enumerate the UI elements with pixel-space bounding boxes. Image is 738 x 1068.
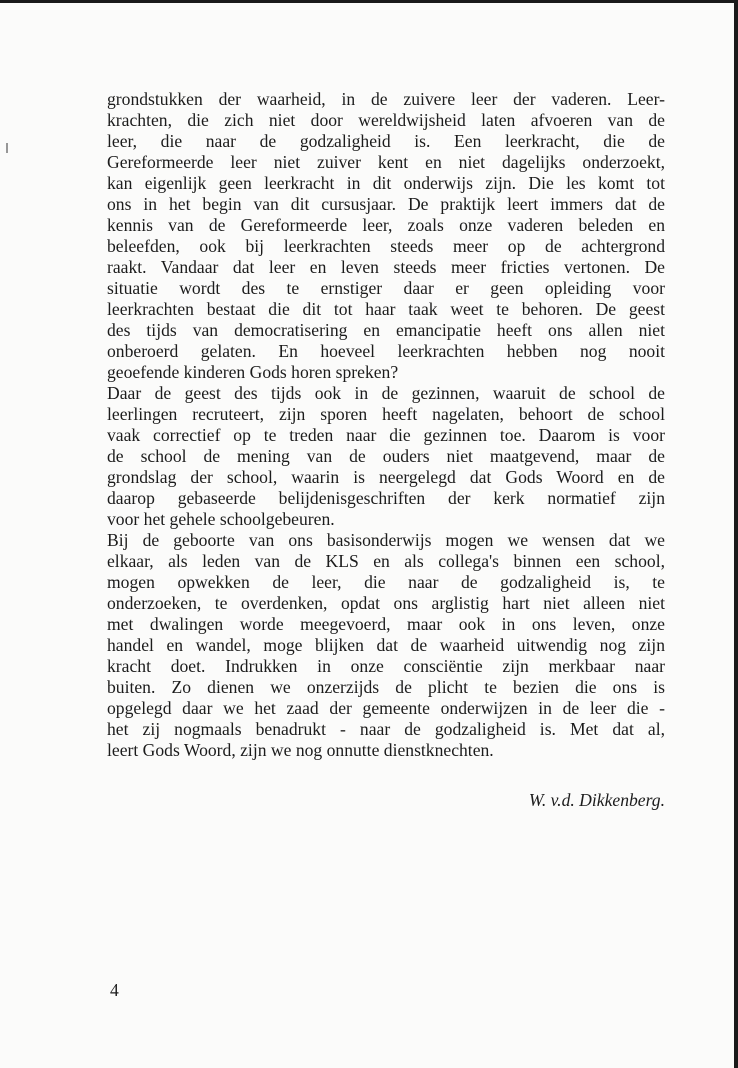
text-line: ons in het begin van dit cursusjaar. De praktijk leert immers dat de bbox=[107, 194, 665, 214]
text-line: grondstukken der waarheid, in de zuivere leer der vaderen. Leer- bbox=[107, 89, 665, 109]
text-line: geoefende kinderen Gods horen spreken? bbox=[107, 362, 399, 382]
text-line: situatie wordt des te ernstiger daar er geen opleiding voor bbox=[107, 278, 665, 298]
text-line: met dwalingen worde meegevoerd, maar ook in ons leven, onze bbox=[107, 614, 665, 634]
text-line: elkaar, als leden van de KLS en als collega's binnen een school, bbox=[107, 551, 665, 571]
text-line: krachten, die zich niet door wereldwijsheid laten afvoeren van de bbox=[107, 110, 665, 130]
text-line: voor het gehele schoolgebeuren. bbox=[107, 509, 335, 529]
scan-edge-mark bbox=[6, 143, 8, 153]
text-line: buiten. Zo dienen we onzerzijds de plicht te bezien die ons is bbox=[107, 677, 665, 697]
text-line: leer, die naar de godzaligheid is. Een leerkracht, die de bbox=[107, 131, 665, 151]
text-line: raakt. Vandaar dat leer en leven steeds meer fricties vertonen. De bbox=[107, 257, 665, 277]
body-text bbox=[107, 89, 665, 761]
author-signature: W. v.d. Dikkenberg. bbox=[528, 790, 665, 810]
text-line: leerlingen recruteert, zijn sporen heeft nagelaten, behoort de school bbox=[107, 404, 665, 424]
text-line: Bij de geboorte van ons basisonderwijs mogen we wensen dat we bbox=[107, 530, 665, 550]
text-line: Gereformeerde leer niet zuiver kent en niet dagelijks onderzoekt, bbox=[107, 152, 665, 172]
text-line: des tijds van democratisering en emancipatie heeft ons allen niet bbox=[107, 320, 665, 340]
text-line: het zij nogmaals benadrukt - naar de godzaligheid is. Met dat al, bbox=[107, 719, 665, 739]
text-line: de school de mening van de ouders niet maatgevend, maar de bbox=[107, 446, 665, 466]
text-line: kennis van de Gereformeerde leer, zoals onze vaderen beleden en bbox=[107, 215, 665, 235]
text-line: vaak correctief op te treden naar die gezinnen toe. Daarom is voor bbox=[107, 425, 665, 445]
text-line: leert Gods Woord, zijn we nog onnutte dienstknechten. bbox=[107, 740, 494, 760]
page-number: 4 bbox=[110, 980, 119, 1000]
text-line: kan eigenlijk geen leerkracht in dit onderwijs zijn. Die les komt tot bbox=[107, 173, 665, 193]
text-line: handel en wandel, moge blijken dat de waarheid uitwendig nog zijn bbox=[107, 635, 665, 655]
text-line: daarop gebaseerde belijdenisgeschriften der kerk normatief zijn bbox=[107, 488, 665, 508]
text-line: kracht doet. Indrukken in onze consciëntie zijn merkbaar naar bbox=[107, 656, 665, 676]
text-line: opgelegd daar we het zaad der gemeente onderwijzen in de leer die - bbox=[107, 698, 665, 718]
text-line: onderzoeken, te overdenken, opdat ons arglistig hart niet alleen niet bbox=[107, 593, 665, 613]
text-line: beleefden, ook bij leerkrachten steeds meer op de achtergrond bbox=[107, 236, 665, 256]
text-line: Daar de geest des tijds ook in de gezinnen, waaruit de school de bbox=[107, 383, 665, 403]
text-line: grondslag der school, waarin is neergelegd dat Gods Woord en de bbox=[107, 467, 665, 487]
text-line: mogen opwekken de leer, die naar de godzaligheid is, te bbox=[107, 572, 665, 592]
text-line: onberoerd gelaten. En hoeveel leerkrachten hebben nog nooit bbox=[107, 341, 665, 361]
text-line: leerkrachten bestaat die dit tot haar taak weet te behoren. De geest bbox=[107, 299, 665, 319]
